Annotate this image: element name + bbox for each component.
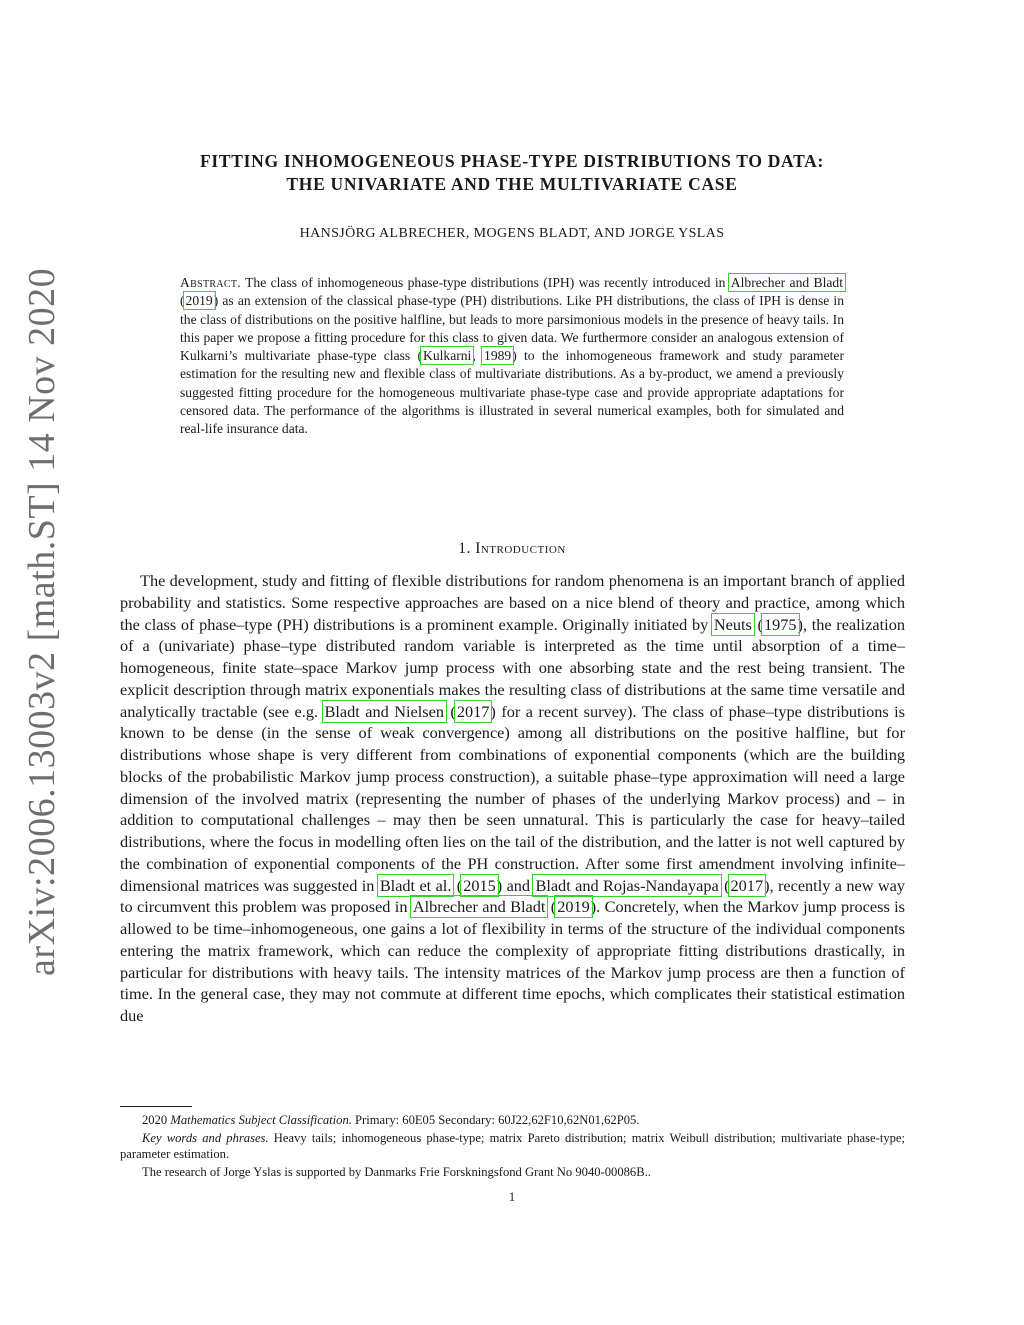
citation-link-albrecher-bladt[interactable]: Albrecher and Bladt (412, 897, 546, 917)
citation-link-albrecher-bladt[interactable]: Albrecher and Bladt (730, 275, 843, 290)
citation-year-link[interactable]: 2019 (557, 897, 590, 917)
intro-text: and (506, 875, 531, 895)
citation-link-neuts[interactable]: Neuts (713, 614, 752, 634)
intro-text: for a recent survey). The class of phase–type distributions is known to be dense (in the sense of weak convergence) among all distributions on the positive halfline, but for distributions whose shape is very different from combinations of exponential components (which are the building blocks of the probabilistic Markov jump process construction), a suitable phase–type approximation will need a large dimension of the involved matrix (representing the number of phases of the underlying Markov process) and – in addition to computational challenges – may then be seen unnatural. This is particularly the case for heavy–tailed distributions, where the focus in modelling often lies on the tail of the distribution, and the latter is not well captured by the combination of exponential components of the PH construction. After some first amendment involving infinite–dimensional matrices was suggested in (120, 701, 906, 895)
keywords-text: Heavy tails; inhomogeneous phase-type; matrix Pareto distribution; matrix Weibull distribution; multivariate phase-type; parameter estimation. (120, 1130, 906, 1161)
intro-text: . Concretely, when the Markov jump process is allowed to be time–inhomogeneous, one gains a lot of flexibility in terms of the structure of the individual components entering the matrix framework, which can reduce the complexity of appropriate fitting distributions drastically, in particular for distributions with heavy tails. The intensity matrices of the Markov jump process are then a function of time. In the general case, they may not commute at different time epochs, which complicates their statistical estimation due (120, 897, 905, 1025)
intro-text: , the realization of a (univariate) phase–type distributed random variable is interpreted as the time until absorption of a time–homogeneous, finite state–space Markov jump process with one absorbing state and the rest being transient. The explicit description through matrix exponentials makes the resulting class of distributions at the same time versatile and analytically tractable (see e.g. (120, 614, 905, 721)
citation-link-bladt-nielsen[interactable]: Bladt and Nielsen (324, 701, 444, 721)
title-line-2: THE UNIVARIATE AND THE MULTIVARIATE CASE (286, 174, 738, 194)
abstract-label: Abstract. (180, 275, 241, 290)
msc-label: Mathematics Subject Classification. (170, 1113, 352, 1127)
footnotes (120, 1112, 905, 1181)
citation-year-link[interactable]: 2017 (456, 701, 490, 721)
citation-year-link[interactable]: 2015 (463, 875, 496, 895)
abstract-text-1: The class of inhomogeneous phase-type distributions (IPH) was recently introduced in (245, 275, 726, 290)
citation-link-bladt-rojas-nandayapa[interactable]: Bladt and Rojas-Nandayapa (535, 875, 719, 895)
footnote-rule (120, 1106, 192, 1107)
abstract-text-2: as an extension of the classical phase-type (PH) distributions. Like PH distributions, the class of IPH is dense in the class of distributions on the positive halfline, but leads to more parsimonious models in the presence of heavy tails. In this paper we propose a fitting procedure for this class to given data. We furthermore consider an analogous extension of Kulkarni’s multivariate phase-type class (180, 293, 844, 364)
keywords-label: Key words and phrases. (142, 1130, 269, 1145)
footnote-msc (120, 1112, 905, 1129)
page-number: 1 (508, 1190, 516, 1204)
author-list: HANSJÖRG ALBRECHER, MOGENS BLADT, AND JORGE YSLAS (299, 226, 725, 241)
intro-text: , recently a new way to circumvent this problem was proposed in (120, 875, 905, 917)
footnote-keywords (120, 1130, 905, 1163)
msc-year: 2020 (142, 1113, 168, 1127)
citation-year-link[interactable]: 2019 (185, 293, 213, 309)
arxiv-identifier-stamp: arXiv:2006.13003v2 [math.ST] 14 Nov 2020 (21, 267, 63, 976)
citation-year-link[interactable]: 1989 (484, 348, 512, 364)
paper-title (120, 150, 904, 196)
citation-year-link[interactable]: 1975 (763, 614, 797, 634)
section-number: 1. (458, 540, 471, 557)
citation-link-kulkarni[interactable]: Kulkarni (423, 348, 472, 364)
introduction-paragraph: The development, study and fitting of flexible distributions for random phenomena is an important branch of applied probability and statistics. Some respective approaches are based on a nice blend of theory and practice, among which the class of phase–type (PH) distributions is a prominent example. Originally initiated by Neuts (1975), the realization of a (univariate) phase–type distributed random variable is interpreted as the time until absorption of a time–homogeneous, finite state–space Markov jump process with one absorbing state and the rest being transient. The explicit description through matrix exponentials makes the resulting class of distributions at the same time versatile and analytically tractable (see e.g. Bladt and Nielsen (2017) for a recent survey). The class of phase–type distributions is known to be dense (in the sense of weak convergence) among all distributions on the positive halfline, but for distributions whose shape is very different from combinations of exponential components (which are the building blocks of the probabilistic Markov jump process construction), a suitable phase–type approximation will need a large dimension of the involved matrix (representing the number of phases of the underlying Markov process) and – in addition to computational challenges – may then be seen unnatural. This is particularly the case for heavy–tailed distributions, where the focus in modelling often lies on the tail of the distribution, and the latter is not well captured by the combination of exponential components of the PH construction. After some first amendment involving infinite–dimensional matrices was suggested in Bladt et al. (2015) and Bladt and Rojas-Nandayapa (2017), recently a new way to circumvent this problem was proposed in Albrecher and Bladt (2019). Concretely, when the Markov jump process is allowed to be time–inhomogeneous, one gains a lot of flexibility in terms of the structure of the individual components entering the matrix framework, which can reduce the complexity of appropriate fitting distributions drastically, in particular for distributions with heavy tails. The intensity matrices of the Markov jump process are then a function of time. In the general case, they may not commute at different time epochs, which complicates their statistical estimation due (120, 571, 906, 1025)
citation-year-link[interactable]: 2017 (730, 875, 764, 895)
section-heading (120, 540, 904, 558)
abstract-text-3: to the inhomogeneous framework and study parameter estimation for the resulting new and flexible class of multivariate distributions. As a by-product, we amend a previously suggested fitting procedure for the homogeneous multivariate phase-type case and provide appropriate adaptations for censored data. The performance of the algorithms is illustrated in several numerical examples, both for simulated and real-life insurance data. (180, 348, 844, 437)
intro-text: The development, study and fitting of flexible distributions for random phenomena is an important branch of applied probability and statistics. Some respective approaches are based on a nice blend of theory and practice, among which the class of phase–type (PH) distributions is a prominent example. Originally initiated by (120, 571, 905, 634)
abstract: Abstract. The class of inhomogeneous phase-type distributions (IPH) was recently introduced in Albrecher and Bladt (2019) as an extension of the classical phase-type (PH) distributions. Like PH distributions, the class of IPH is dense in the class of distributions on the positive halfline, but leads to more parsimonious models in the presence of heavy tails. In this paper we propose a fitting procedure for this class to given data. We furthermore consider an analogous extension of Kulkarni’s multivariate phase-type class (Kulkarni, 1989) to the inhomogeneous framework and study parameter estimation for the resulting new and flexible class of multivariate distributions. As a by-product, we amend a previously suggested fitting procedure for the homogeneous multivariate phase-type case and provide appropriate adaptations for censored data. The performance of the algorithms is illustrated in several numerical examples, both for simulated and real-life insurance data. (180, 275, 844, 437)
citation-link-bladt-et-al[interactable]: Bladt et al. (379, 875, 452, 895)
footnote-grant: The research of Jorge Yslas is supported by Danmarks Frie Forskningsfond Grant No 9040-00086B.. (142, 1164, 651, 1179)
msc-codes: Primary: 60E05 Secondary: 60J22,62F10,62N01,62P05. (355, 1113, 640, 1127)
introduction-body (120, 570, 905, 1027)
title-line-1: FITTING INHOMOGENEOUS PHASE-TYPE DISTRIBUTIONS TO DATA: (199, 151, 825, 171)
section-title: Introduction (475, 540, 566, 557)
